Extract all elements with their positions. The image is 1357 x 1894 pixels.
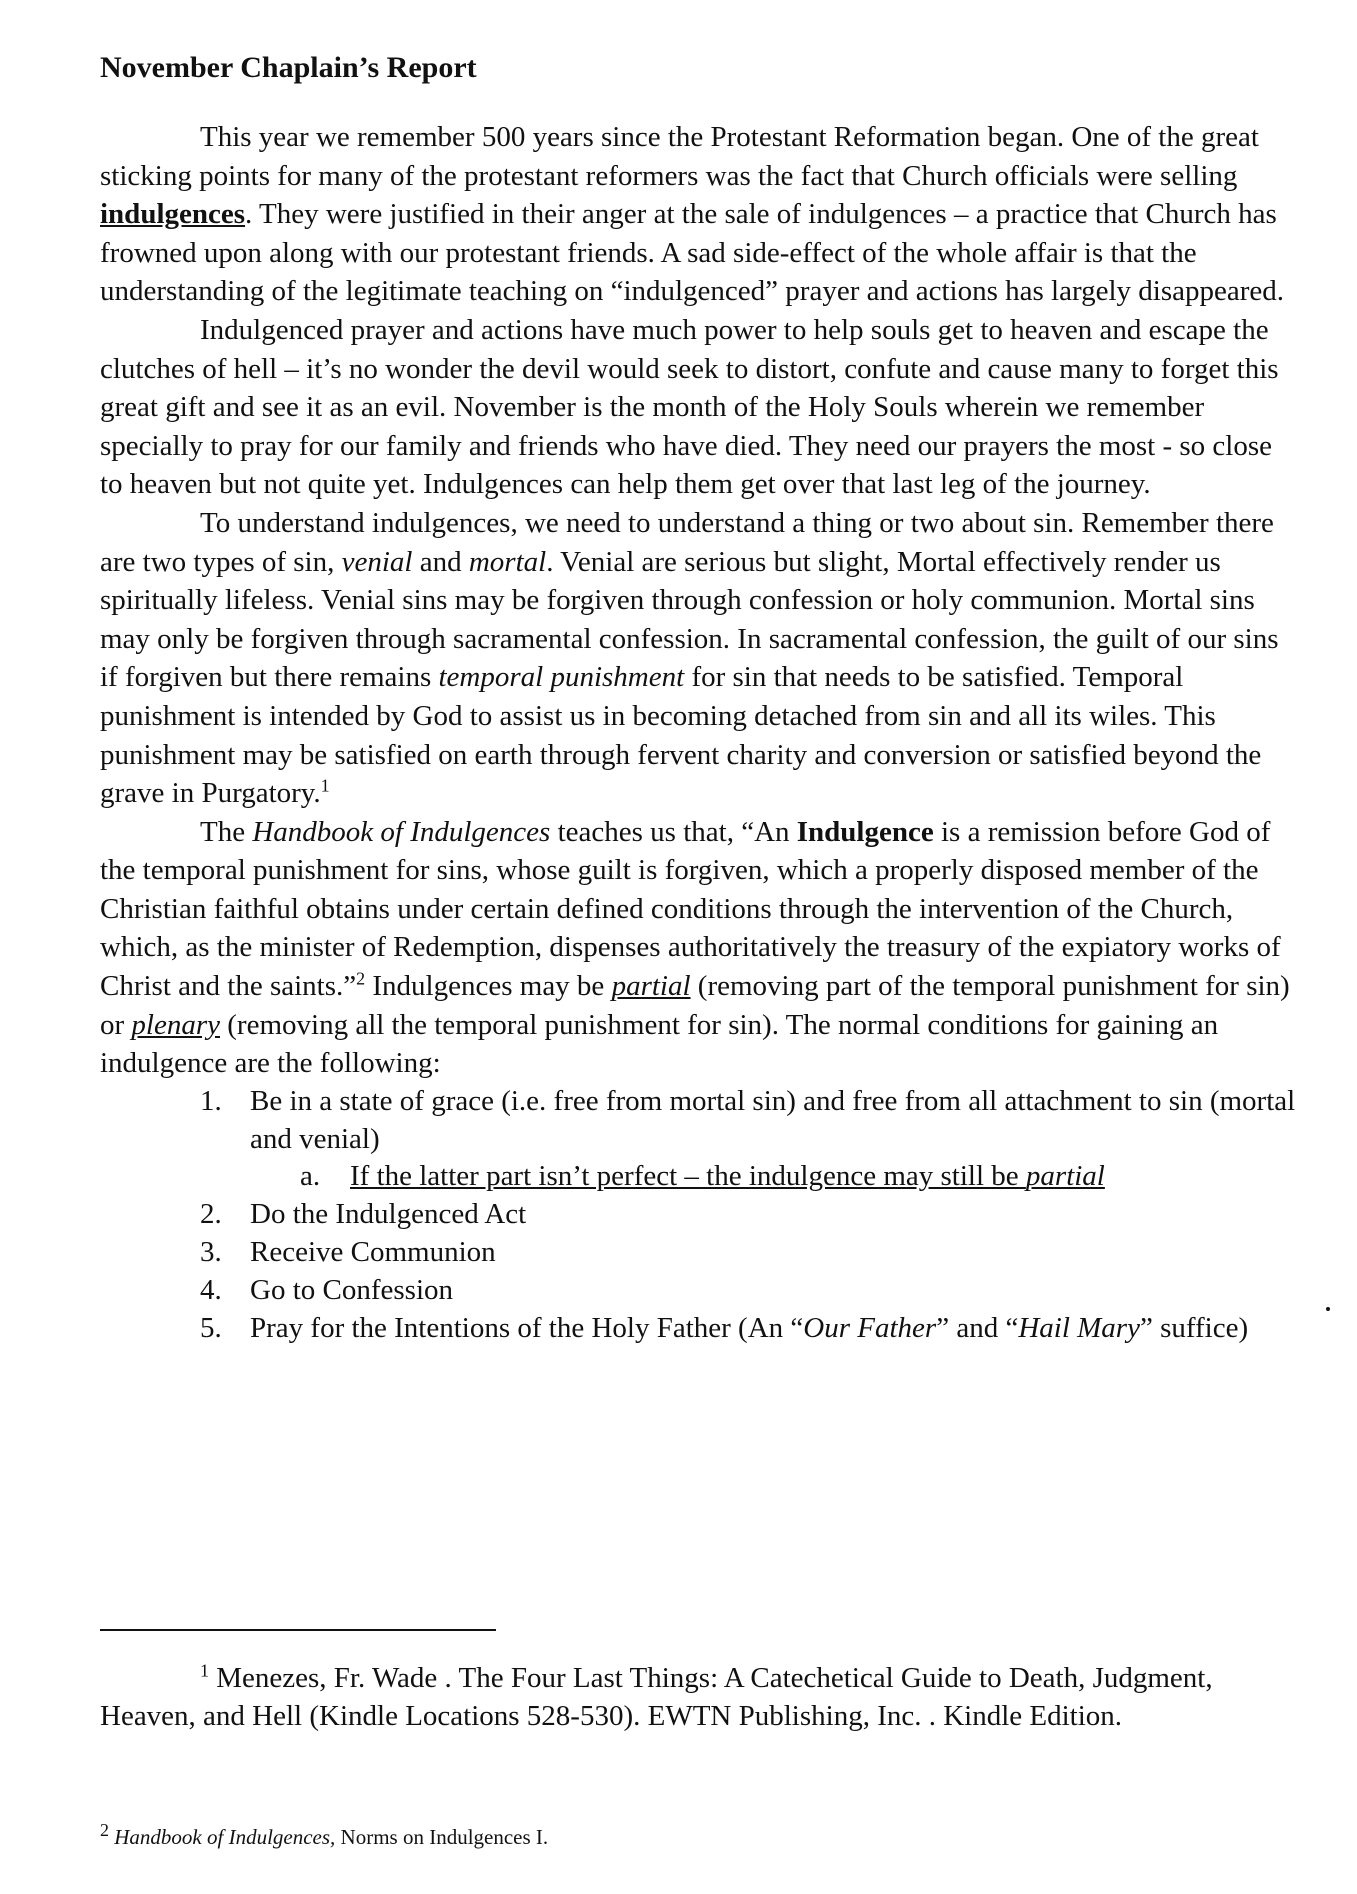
- paragraph-3-text-b: . Venial are serious but slight, Mortal effectively render us spiritually lifeless. Venial sins may be forgiven through confession or holy communion. Mortal sins may only be forgiven through sacramental confession. In sacramental confession, the guilt of our sins if forgiven but there remains: [100, 545, 1279, 694]
- paragraph-3-and: and: [412, 545, 469, 578]
- paragraph-4-text-d: Indulgences may be: [365, 970, 612, 1003]
- paragraph-4-text-e: (removing part of the temporal punishment for sin) or: [100, 970, 1290, 1041]
- paragraph-3-text-c: for sin that needs to be satisfied. Temporal punishment is intended by God to assist us in becoming detached from sin and all its wiles. This punishment may be satisfied on earth through fervent charity and conversion or satisfied beyond the grave in Purgatory.: [100, 661, 1262, 810]
- plenary-term: plenary: [131, 1008, 221, 1041]
- list-number: 1.: [200, 1084, 222, 1117]
- paragraph-4-text-c: is a remission before God of the temporal punishment for sins, whose guilt is forgiven, which a properly disposed member of the Christian faithful obtains under certain defined conditions through the intervention of the Church, which, as the minister of Redemption, dispenses authoritatively the treasury of the expiatory works of Christ and the saints.”: [100, 815, 1281, 1003]
- list-subitem: [100, 1158, 1300, 1196]
- list-item-text-end: ” suffice): [1139, 1311, 1249, 1344]
- indulgences-link[interactable]: indulgences: [100, 198, 246, 231]
- footnote-1: [100, 1660, 1300, 1735]
- list-number: 3.: [200, 1236, 222, 1269]
- list-item-text: Do the Indulgenced Act: [250, 1198, 527, 1231]
- hail-mary-term: Hail Mary: [1018, 1311, 1140, 1344]
- footnote-2-title: Handbook of Indulgences,: [109, 1825, 336, 1849]
- footnote-2: [100, 1820, 549, 1851]
- footnote-1-text: Menezes, Fr. Wade . The Four Last Things: A Catechetical Guide to Death, Judgment, Heaven, and Hell (Kindle Locations 528-530). EWTN Publishing, Inc. . Kindle Edition.: [100, 1662, 1213, 1732]
- footnote-2-marker: 2: [100, 1820, 109, 1840]
- list-item-text-mid: ” and “: [936, 1311, 1019, 1344]
- paragraph-1-text-end: . They were justified in their anger at the sale of indulgences – a practice that Church has frowned upon along with our protestant friends. A sad side-effect of the whole affair is that the understanding of the legitimate teaching on “indulgenced” prayer and actions has largely disappeared.: [100, 198, 1285, 308]
- list-number: 5.: [200, 1311, 222, 1344]
- footnote-ref-1[interactable]: 1: [320, 775, 330, 796]
- paragraph-2: Indulgenced prayer and actions have much power to help souls get to heaven and escape the clutches of hell – it’s no wonder the devil would seek to distort, confute and cause many to forget this great gift and see it as an evil. November is the month of the Holy Souls wherein we remember specially to pray for our family and friends who have died. They need our prayers the most - so close to heaven but not quite yet. Indulgences can help them get over that last leg of the journey.: [100, 313, 1279, 501]
- paragraph-1-text: This year we remember 500 years since the Protestant Reformation began. One of the great sticking points for many of the protestant reformers was the fact that Church officials were selling: [100, 121, 1259, 192]
- list-subitem-letter: a.: [300, 1160, 321, 1193]
- footnote-1-marker: 1: [200, 1660, 209, 1681]
- indulgence-term: Indulgence: [796, 815, 934, 848]
- mortal-term: mortal: [468, 545, 547, 578]
- our-father-term: Our Father: [803, 1311, 937, 1344]
- footnote-2-text: Norms on Indulgences I.: [335, 1825, 549, 1849]
- handbook-title: Handbook of Indulgences: [252, 815, 551, 848]
- footnote-ref-2[interactable]: 2: [356, 968, 366, 989]
- paragraph-3: [100, 504, 1300, 813]
- paragraph-3-text-a: To understand indulgences, we need to understand a thing or two about sin. Remember there are two types of sin,: [100, 506, 1274, 578]
- temporal-punishment-term: temporal punishment: [438, 661, 685, 694]
- list-item-text: Pray for the Intentions of the Holy Father (An “: [250, 1311, 804, 1344]
- document-page: [100, 48, 1300, 1347]
- list-item-text: Go to Confession: [250, 1273, 453, 1306]
- list-item: [100, 1234, 1300, 1272]
- list-item: [100, 1310, 1300, 1348]
- paragraph-4-text-b: teaches us that, “An: [550, 815, 797, 848]
- list-subitem-partial: partial: [1025, 1160, 1105, 1193]
- list-number: 4.: [200, 1273, 222, 1306]
- page-title: November Chaplain’s Report: [100, 51, 477, 84]
- partial-term: partial: [611, 970, 691, 1003]
- list-item: [100, 1272, 1300, 1310]
- list-subitem-text: [350, 1160, 1105, 1192]
- paragraph-4-text-f: (removing all the temporal punishment for sin). The normal conditions for gaining an indulgence are the following:: [100, 1008, 1219, 1080]
- paragraph-1: [100, 118, 1300, 311]
- list-item: [100, 1196, 1300, 1234]
- paragraph-4: [100, 813, 1300, 1083]
- stray-mark: [1326, 1307, 1330, 1311]
- footnote-divider: [100, 1629, 496, 1631]
- paragraph-4-text-a: The: [200, 815, 253, 848]
- list-item: [100, 1083, 1300, 1159]
- list-item-text: Receive Communion: [250, 1236, 496, 1269]
- list-item-text: Be in a state of grace (i.e. free from mortal sin) and free from all attachment to sin (mortal and venial): [250, 1084, 1296, 1155]
- list-subitem-text-main: If the latter part isn’t perfect – the indulgence may still be: [350, 1160, 1026, 1193]
- list-number: 2.: [200, 1198, 222, 1231]
- venial-term: venial: [341, 545, 413, 578]
- conditions-list: [100, 1083, 1300, 1348]
